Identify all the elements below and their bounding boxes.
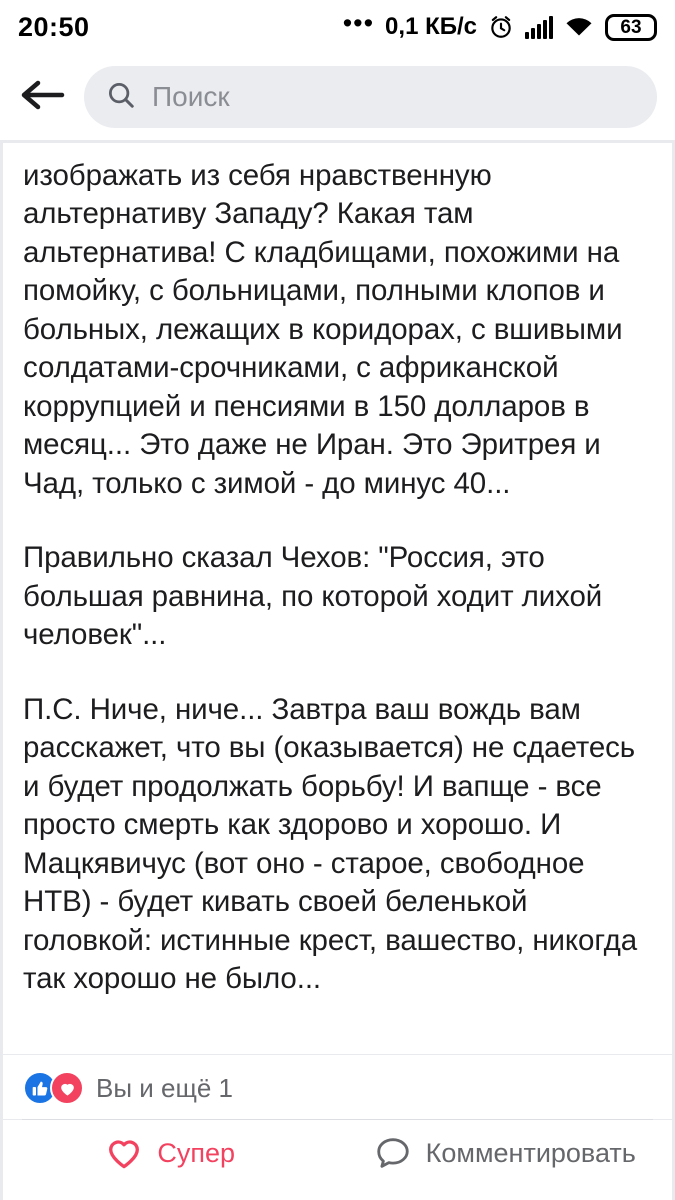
reactions-count-label: Вы и ещё 1 xyxy=(96,1072,233,1103)
battery-icon xyxy=(605,14,657,41)
react-super-label: Супер xyxy=(157,1137,236,1168)
post-paragraph: П.С. Ниче, ниче... Завтра ваш вождь вам расскажет, что вы (оказывается) не сдаетесь и будет продолжать борьбу! И вапще - все просто смерть как здорово и хорошо. И Мацкявичус (вот оно - старое, свободное НТВ) - будет кивать своей беленькой головкой: истинные крест, вашество, никогда так хорошо не было... xyxy=(23,692,638,996)
more-dots-icon: ••• xyxy=(342,7,375,38)
back-button[interactable] xyxy=(14,69,70,125)
cellular-signal-icon xyxy=(525,15,553,39)
reaction-icons xyxy=(23,1071,84,1105)
post-scroll-area[interactable] xyxy=(0,140,675,1200)
post-card xyxy=(3,143,672,1054)
status-clock: 20:50 xyxy=(18,11,90,42)
post-body xyxy=(23,157,652,999)
heart-outline-icon xyxy=(105,1134,143,1172)
search-placeholder-label: Поиск xyxy=(152,81,230,112)
bottom-spacer xyxy=(3,1194,672,1200)
comment-bubble-icon xyxy=(374,1134,412,1172)
post-actions-row xyxy=(3,1120,672,1194)
react-super-button[interactable] xyxy=(3,1134,338,1172)
wifi-icon xyxy=(564,15,594,39)
data-speed-label: 0,1 КБ/с xyxy=(385,13,477,40)
alarm-clock-icon xyxy=(488,14,514,40)
comment-label: Комментировать xyxy=(425,1137,636,1168)
status-indicators xyxy=(342,7,657,41)
heart-icon xyxy=(50,1071,84,1105)
app-top-bar xyxy=(0,54,675,140)
comment-button[interactable] xyxy=(338,1134,673,1172)
search-icon xyxy=(106,80,136,115)
battery-level-label: 63 xyxy=(620,16,642,38)
reactions-summary-row[interactable] xyxy=(3,1054,672,1119)
post-paragraph: Правильно сказал Чехов: "Россия, это большая равнина, по которой ходит лихой человек"... xyxy=(23,541,603,652)
post-paragraph: изображать из себя нравственную альтернативу Западу? Какая там альтернатива! С кладбищами, похожими на помойку, с больницами, полными клопов и больных, лежащих в коридорах, с вшивыми солдатами-срочниками, с африканской коррупцией и пенсиями в 150 долларов в месяц... Это даже не Иран. Это Эритрея и Чад, только с зимой - до минус 40... xyxy=(23,159,623,500)
status-bar xyxy=(0,0,675,54)
search-input[interactable] xyxy=(84,66,657,128)
back-arrow-icon xyxy=(18,75,66,120)
